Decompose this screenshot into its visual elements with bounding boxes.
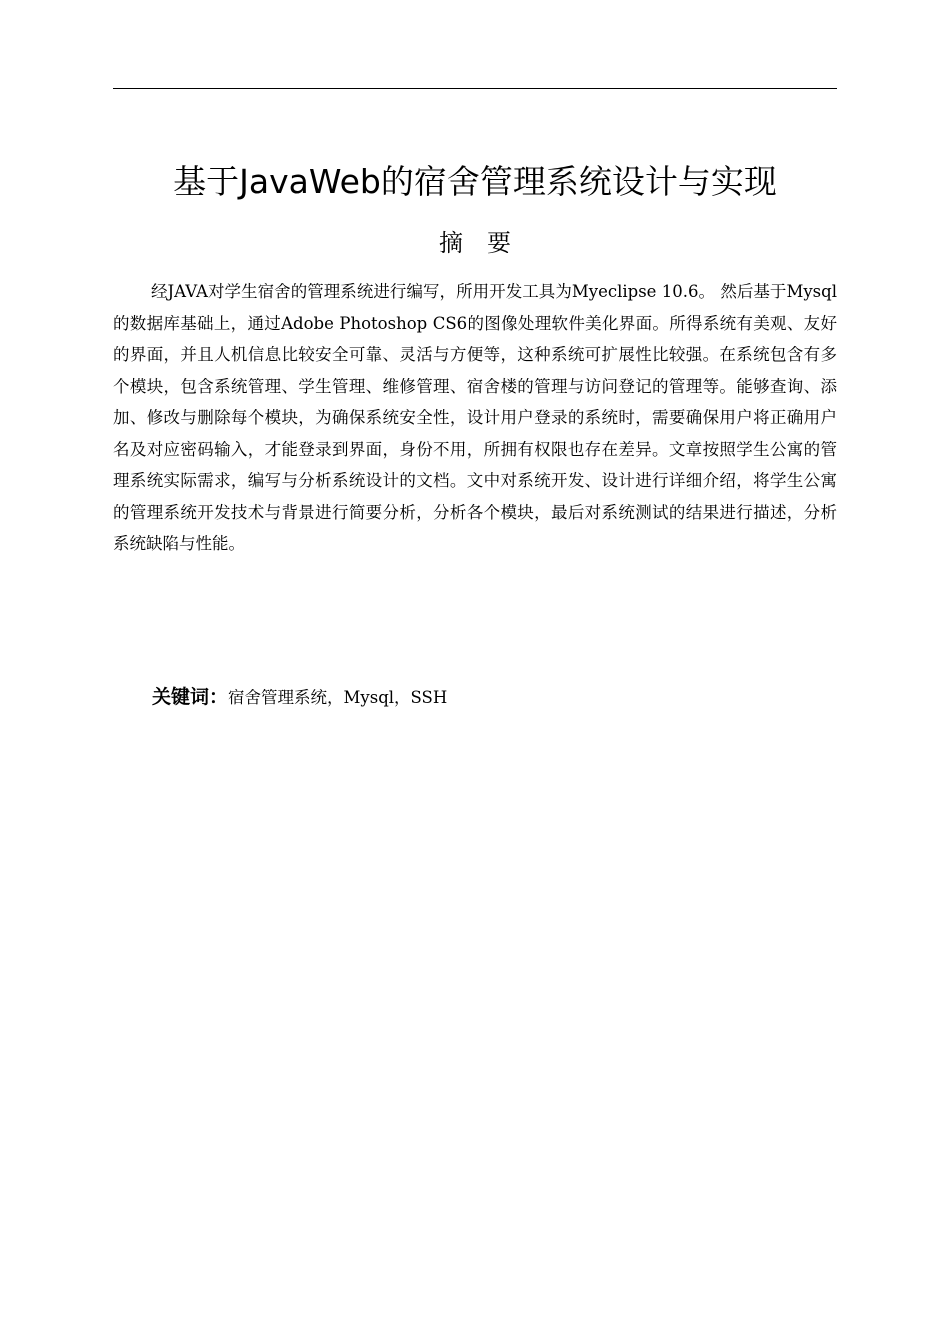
abstract-heading: 摘要: [439, 229, 535, 257]
abstract-body: 经JAVA对学生宿舍的管理系统进行编写，所用开发工具为Myeclipse 10.6。 然后基于Mysql的数据库基础上，通过Adobe Photoshop CS6的图像处理软件美化界面。所得系统有美观、友好的界面，并且人机信息比较安全可靠、灵活与方便等，这种系统可扩展性比较强。在系统包含有多个模块，包含系统管理、学生管理、维修管理、宿舍楼的管理与访问登记的管理等。能够查询、添加、修改与删除每个模块，为确保系统安全性，设计用户登录的系统时，需要确保用户将正确用户名及对应密码输入，才能登录到界面，身份不用，所拥有权限也存在差异。文章按照学生公寓的管理系统实际需求，编写与分析系统设计的文档。文中对系统开发、设计进行详细介绍，将学生公寓的管理系统开发技术与背景进行简要分析，分析各个模块，最后对系统测试的结果进行描述，分析系统缺陷与性能。: [113, 282, 837, 553]
paper-title: 基于JavaWeb的宿舍管理系统设计与实现: [173, 162, 777, 201]
header-rule: [113, 88, 837, 89]
keywords-label: 关键词：: [152, 686, 229, 708]
keywords-line: [152, 682, 837, 713]
keywords-value: 宿舍管理系统，Mysql，SSH: [228, 688, 448, 707]
